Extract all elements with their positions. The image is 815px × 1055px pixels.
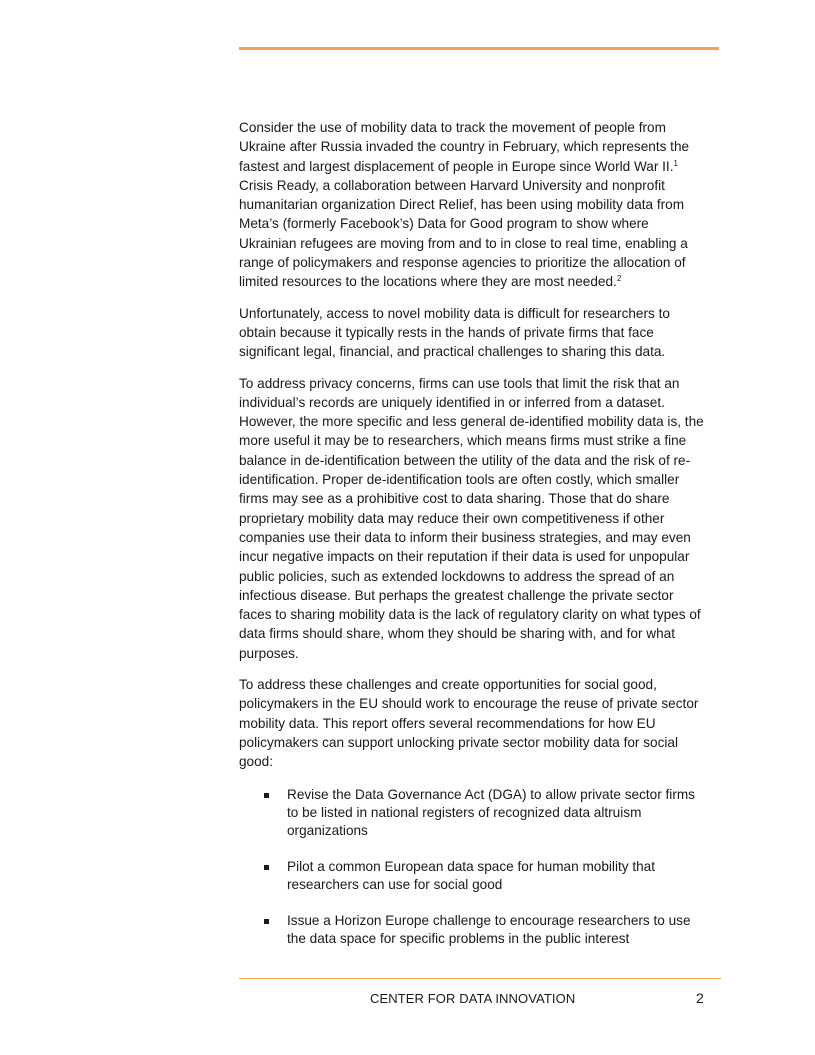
header-rule xyxy=(239,47,719,50)
page-number: 2 xyxy=(696,990,704,1006)
list-item-text: Issue a Horizon Europe challenge to encourage researchers to use the data space for specific problems in the public interest xyxy=(287,912,691,946)
paragraph-1-text-a: Consider the use of mobility data to track the movement of people from Ukraine after Russia invaded the country in February, which represents the fastest and largest displacement of people in Europe since World War II. xyxy=(239,120,690,174)
footer-organization: CENTER FOR DATA INNOVATION xyxy=(370,991,576,1006)
paragraph-1-text-b: Crisis Ready, a collaboration between Harvard University and nonprofit humanitarian organization Direct Relief, has been using mobility data from Meta’s (formerly Facebook’s) Data for Good program to show where Ukrainian refugees are moving from and to in close to real time, enabling a range of policymakers and response agencies to prioritize the allocation of limited resources to the locations where they are most needed. xyxy=(239,177,688,290)
recommendation-list xyxy=(239,786,709,948)
list-item-text: Pilot a common European data space for human mobility that researchers can use for social good xyxy=(287,858,655,892)
list-item xyxy=(287,786,709,840)
list-item xyxy=(287,858,709,894)
footnote-ref-2[interactable]: 2 xyxy=(616,274,622,284)
paragraph-1 xyxy=(239,118,709,292)
paragraph-3: To address privacy concerns, firms can use tools that limit the risk that an individual’s records are uniquely identified in or inferred from a dataset. However, the more specific and less general de-identified mobility data is, the more useful it may be to researchers, which means firms must strike a fine balance in de-identification between the utility of the data and the risk of re-identification. Proper de-identification tools are often costly, which smaller firms may see as a prohibitive cost to data sharing. Those that do share proprietary mobility data may reduce their own competitiveness if other companies use their data to inform their business strategies, and may even incur negative impacts on their reputation if their data is used for unpopular public policies, such as extended lockdowns to address the spread of an infectious disease. But perhaps the greatest challenge the private sector faces to sharing mobility data is the lack of regulatory clarity on what types of data firms should share, whom they should be sharing with, and for what purposes. xyxy=(239,375,704,661)
bullet-icon xyxy=(264,865,269,870)
list-item xyxy=(287,912,709,948)
paragraph-4: To address these challenges and create opportunities for social good, policymakers in the EU should work to encourage the reuse of private sector mobility data. This report offers several recommendations for how EU policymakers can support unlocking private sector mobility data for social good: xyxy=(239,677,699,770)
footer-rule xyxy=(239,978,721,979)
list-item-text: Revise the Data Governance Act (DGA) to allow private sector firms to be listed in national registers of recognized data altruism organizations xyxy=(287,786,695,838)
bullet-icon xyxy=(264,793,269,798)
document-body xyxy=(239,118,709,966)
footnote-ref-1[interactable]: 1 xyxy=(673,158,678,168)
paragraph-2: Unfortunately, access to novel mobility data is difficult for researchers to obtain because it typically rests in the hands of private firms that face significant legal, financial, and practical challenges to sharing this data. xyxy=(239,305,670,360)
bullet-icon xyxy=(264,919,269,924)
